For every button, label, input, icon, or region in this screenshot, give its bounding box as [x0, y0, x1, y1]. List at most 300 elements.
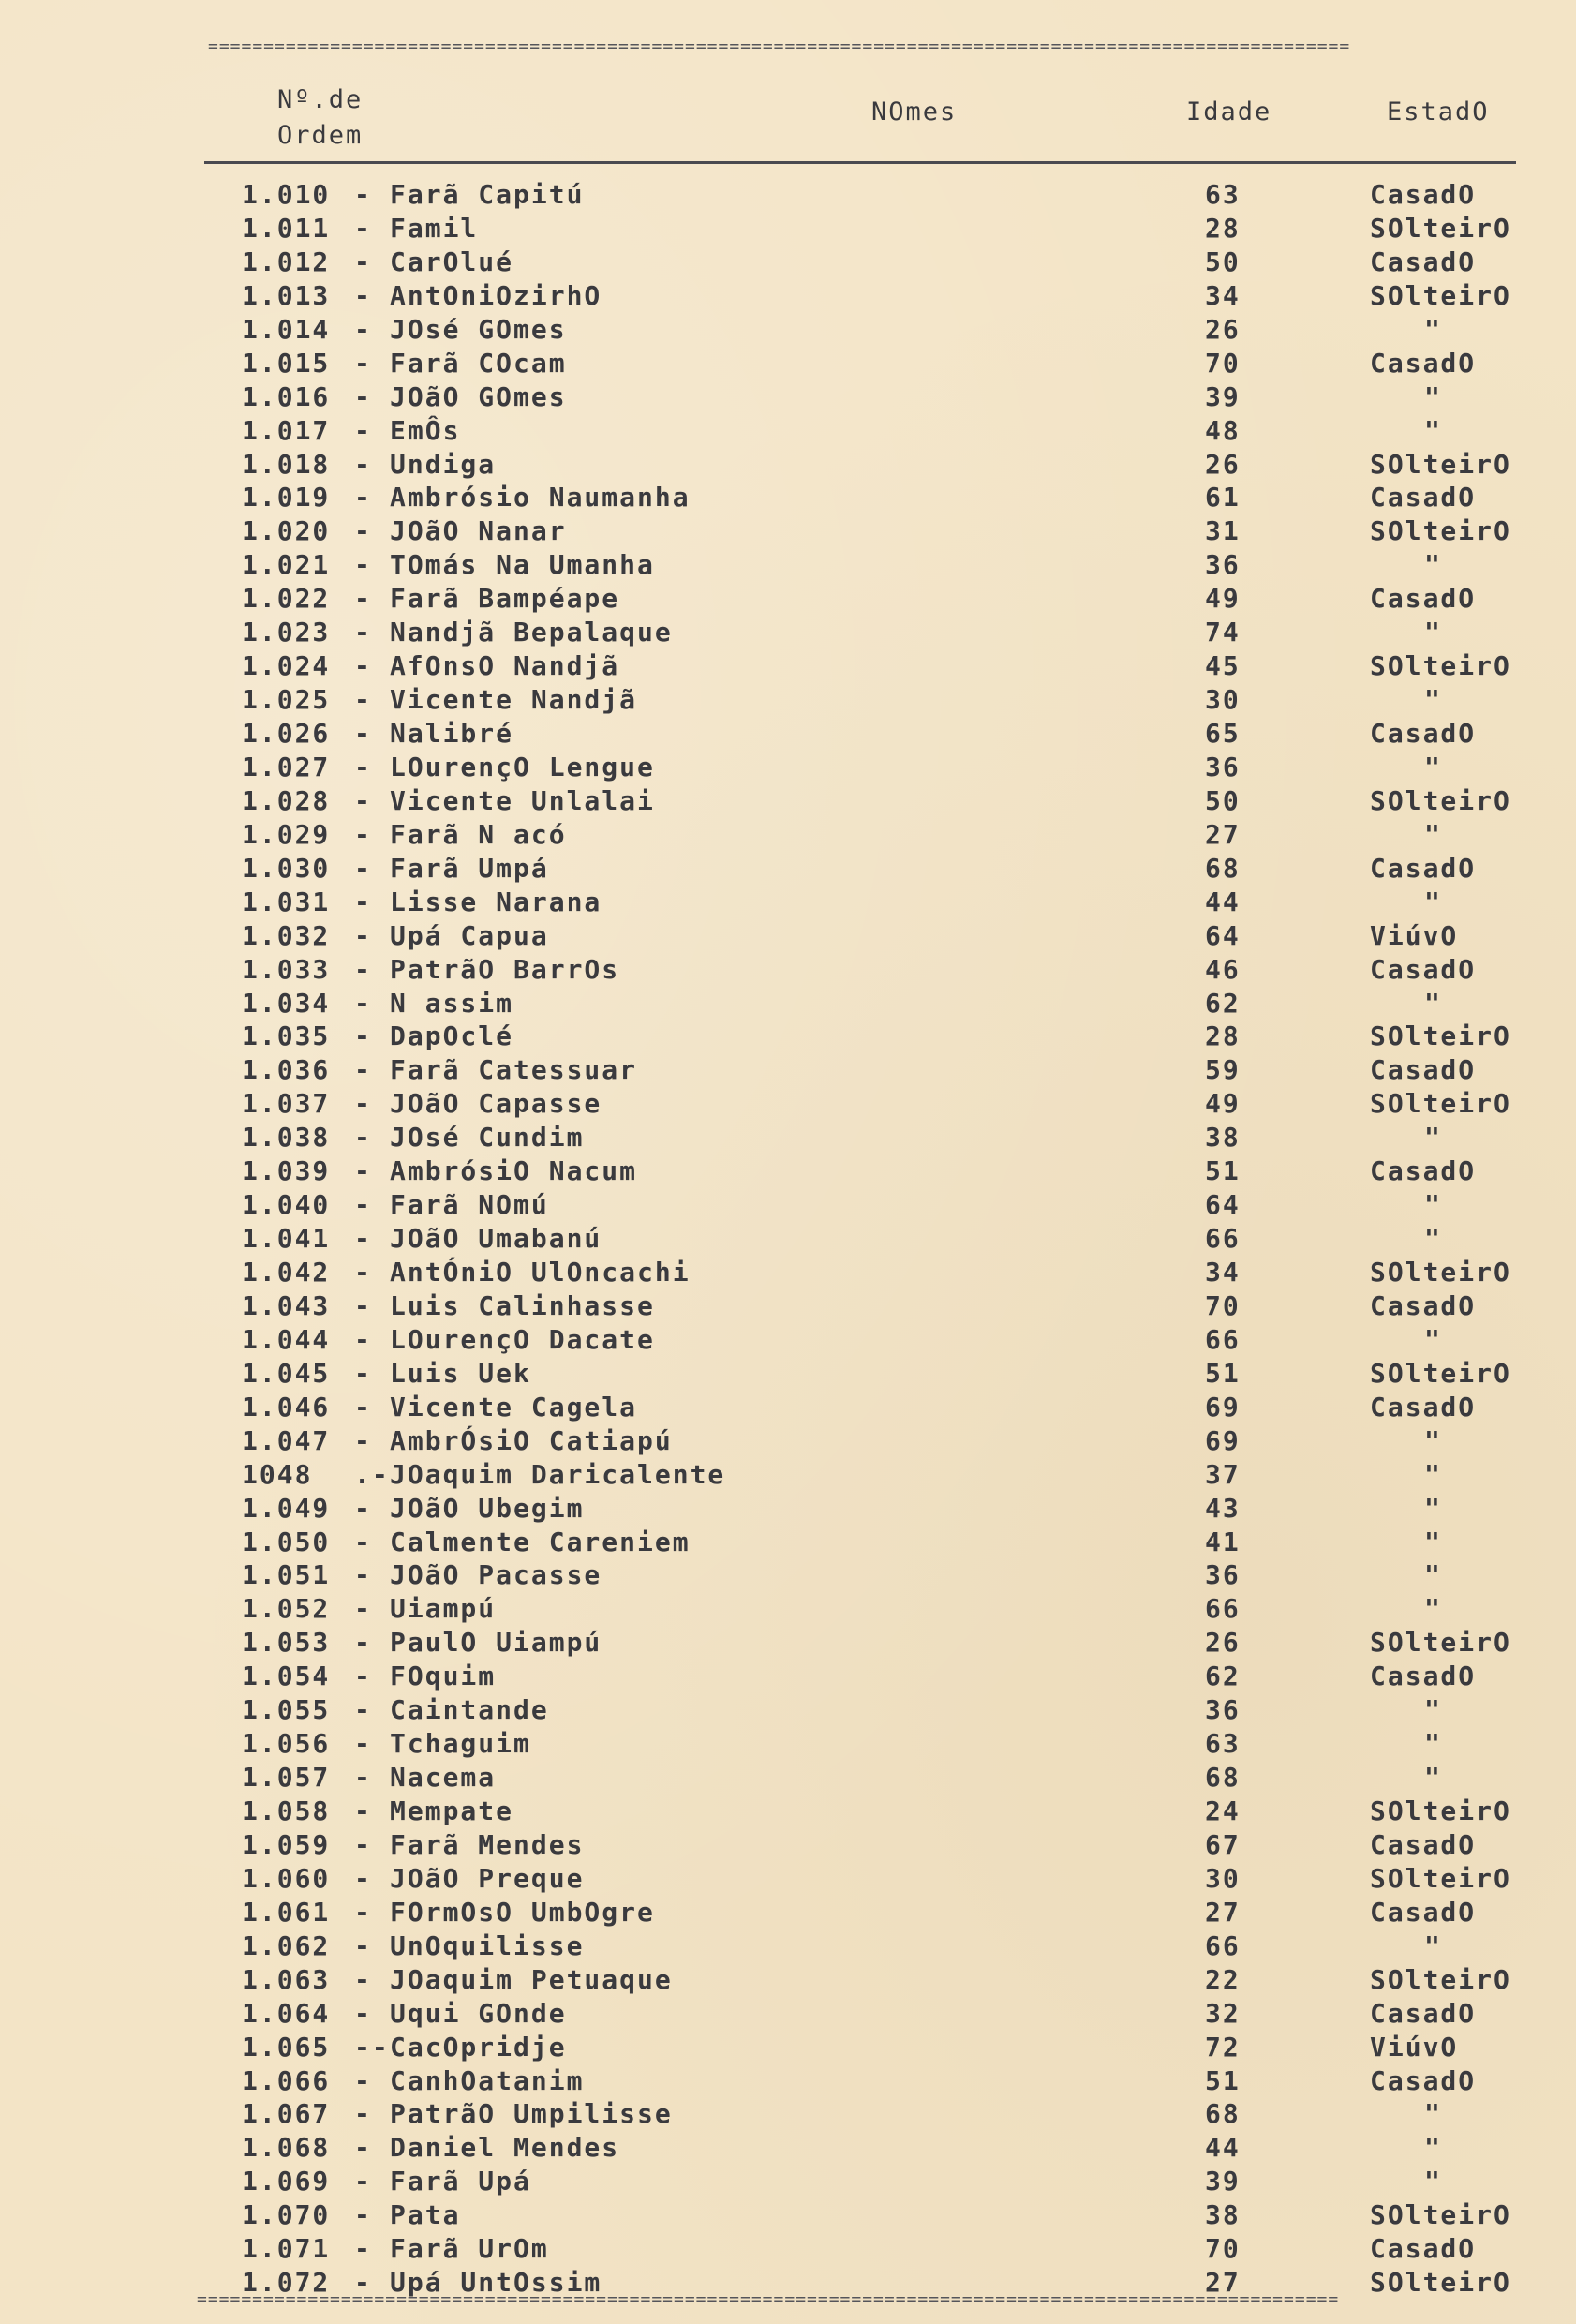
header-estado: EstadO [1387, 97, 1490, 127]
person-age: 66 [1205, 1223, 1241, 1255]
ordem-number: 1.065 [242, 2031, 331, 2063]
person-age: 70 [1205, 347, 1241, 379]
bottom-separator: ======================================================================================================= [197, 2294, 1340, 2305]
marital-status: " [1424, 617, 1442, 648]
ordem-number: 1.025 [242, 684, 331, 716]
person-name: Uiampú [390, 1593, 497, 1625]
person-age: 70 [1205, 2233, 1241, 2265]
person-age: 50 [1205, 784, 1241, 816]
person-age: 30 [1205, 1862, 1241, 1894]
person-name: Farã UrOm [390, 2233, 549, 2265]
marital-status: CasadO [1370, 1289, 1477, 1321]
row-dash: - [354, 852, 372, 884]
table-row [0, 1492, 1576, 1526]
row-dash: - [354, 1997, 372, 2029]
person-age: 30 [1205, 684, 1241, 716]
marital-status: " [1424, 1929, 1442, 1961]
ordem-number: 1.035 [242, 1020, 331, 1052]
marital-status: SOlteirO [1370, 1020, 1511, 1052]
row-dash: - [354, 1694, 372, 1726]
ordem-number: 1.066 [242, 2064, 331, 2096]
ordem-number: 1.062 [242, 1929, 331, 1961]
person-age: 70 [1205, 1289, 1241, 1321]
person-age: 44 [1205, 2132, 1241, 2164]
row-dash: - [354, 1054, 372, 1086]
person-age: 64 [1205, 1189, 1241, 1221]
person-age: 63 [1205, 1728, 1241, 1760]
marital-status: CasadO [1370, 1155, 1477, 1187]
row-dash: - [354, 1357, 372, 1389]
header-ordem [277, 82, 363, 154]
table-row [0, 1256, 1576, 1289]
ordem-number: 1.067 [242, 2098, 331, 2130]
ordem-number: 1.071 [242, 2233, 331, 2265]
row-dash: - [354, 515, 372, 547]
marital-status: " [1424, 751, 1442, 782]
header-nomes: NOmes [871, 97, 958, 127]
row-dash: - [354, 549, 372, 581]
table-body [0, 178, 1576, 2300]
ordem-number: 1.034 [242, 987, 331, 1019]
ordem-number: 1.028 [242, 784, 331, 816]
row-dash: - [354, 2267, 372, 2299]
header-underline [204, 161, 1516, 164]
marital-status: CasadO [1370, 1661, 1477, 1692]
person-age: 26 [1205, 1627, 1241, 1659]
ordem-number: 1.033 [242, 953, 331, 985]
table-row [0, 582, 1576, 616]
table-row [0, 1391, 1576, 1424]
person-age: 41 [1205, 1526, 1241, 1557]
row-dash: - [354, 1896, 372, 1928]
ordem-number: 1.030 [242, 852, 331, 884]
row-dash: - [354, 1593, 372, 1625]
row-dash: - [354, 1559, 372, 1591]
person-age: 44 [1205, 886, 1241, 917]
ordem-number: 1.045 [242, 1357, 331, 1389]
marital-status: " [1424, 1593, 1442, 1625]
person-age: 37 [1205, 1458, 1241, 1490]
person-age: 28 [1205, 212, 1241, 244]
table-row [0, 1526, 1576, 1559]
ordem-number: 1.051 [242, 1559, 331, 1591]
table-row [0, 616, 1576, 649]
table-row [0, 1727, 1576, 1761]
ordem-number: 1.053 [242, 1627, 331, 1659]
ordem-number: 1.038 [242, 1122, 331, 1154]
table-row [0, 1761, 1576, 1795]
row-dash: - [354, 179, 372, 210]
person-name: JOaquim Daricalente [390, 1458, 726, 1490]
person-name: Uqui GOnde [390, 1997, 567, 2029]
row-dash: - [354, 2199, 372, 2231]
person-name: PatrãO BarrOs [390, 953, 620, 985]
row-dash: - [354, 1424, 372, 1456]
person-age: 26 [1205, 313, 1241, 345]
person-name: JOãO GOmes [390, 380, 567, 412]
ordem-number: 1.011 [242, 212, 331, 244]
marital-status: " [1424, 1189, 1442, 1221]
marital-status: SOlteirO [1370, 1257, 1511, 1288]
person-name: Farã Catessuar [390, 1054, 638, 1086]
person-age: 36 [1205, 1559, 1241, 1591]
table-row [0, 751, 1576, 784]
marital-status: CasadO [1370, 1997, 1477, 2029]
ordem-number: 1.068 [242, 2132, 331, 2164]
row-dash: - [354, 212, 372, 244]
marital-status: SOlteirO [1370, 1357, 1511, 1389]
row-dash: - [354, 953, 372, 985]
ordem-number: 1.012 [242, 246, 331, 277]
person-age: 27 [1205, 1896, 1241, 1928]
row-dash: - [354, 2132, 372, 2164]
person-age: 64 [1205, 919, 1241, 951]
marital-status: CasadO [1370, 1828, 1477, 1860]
table-row [0, 784, 1576, 818]
table-row [0, 1693, 1576, 1727]
person-name: Nacema [390, 1762, 497, 1794]
marital-status: CasadO [1370, 179, 1477, 210]
ordem-number: 1.036 [242, 1054, 331, 1086]
person-name: Undiga [390, 448, 497, 480]
table-row [0, 414, 1576, 448]
marital-status: SOlteirO [1370, 448, 1511, 480]
table-row [0, 1087, 1576, 1121]
person-name: EmÔs [390, 414, 461, 446]
person-age: 36 [1205, 549, 1241, 581]
ordem-number: 1.046 [242, 1391, 331, 1423]
marital-status: SOlteirO [1370, 515, 1511, 547]
person-age: 51 [1205, 1357, 1241, 1389]
row-dash: - [354, 1257, 372, 1288]
table-row [0, 313, 1576, 347]
person-age: 66 [1205, 1593, 1241, 1625]
table-row [0, 2232, 1576, 2266]
marital-status: " [1424, 1728, 1442, 1760]
table-row [0, 514, 1576, 548]
row-dash: - [354, 617, 372, 648]
marital-status: " [1424, 1526, 1442, 1557]
person-name: Luis Uek [390, 1357, 531, 1389]
table-row [0, 2097, 1576, 2131]
marital-status: " [1424, 818, 1442, 850]
table-row [0, 886, 1576, 919]
ordem-number: 1.060 [242, 1862, 331, 1894]
marital-status: CasadO [1370, 2064, 1477, 2096]
ordem-number: 1.039 [242, 1155, 331, 1187]
ordem-number: 1.017 [242, 414, 331, 446]
marital-status: " [1424, 549, 1442, 581]
row-dash: - [354, 1929, 372, 1961]
person-name: Ambrósio Naumanha [390, 482, 691, 514]
person-age: 36 [1205, 1694, 1241, 1726]
row-dash: - [354, 482, 372, 514]
person-age: 62 [1205, 1661, 1241, 1692]
table-row [0, 481, 1576, 514]
table-row [0, 347, 1576, 380]
table-row [0, 1828, 1576, 1862]
row-dash: - [354, 987, 372, 1019]
person-age: 65 [1205, 718, 1241, 749]
marital-status: " [1424, 1694, 1442, 1726]
marital-status: SOlteirO [1370, 1627, 1511, 1659]
ordem-number: 1.069 [242, 2166, 331, 2197]
ordem-number: 1.049 [242, 1492, 331, 1524]
marital-status: SOlteirO [1370, 1795, 1511, 1826]
table-row [0, 1289, 1576, 1323]
marital-status: SOlteirO [1370, 1963, 1511, 1995]
person-age: 39 [1205, 2166, 1241, 2197]
ordem-number: 1.064 [242, 1997, 331, 2029]
person-name: Farã NOmú [390, 1189, 549, 1221]
ordem-number: 1.032 [242, 919, 331, 951]
person-name: JOãO Capasse [390, 1088, 602, 1120]
person-name: CanhOatanim [390, 2064, 585, 2096]
marital-status: SOlteirO [1370, 2199, 1511, 2231]
marital-status: " [1424, 414, 1442, 446]
row-dash: - [354, 886, 372, 917]
person-name: N assim [390, 987, 514, 1019]
ordem-number: 1.029 [242, 818, 331, 850]
marital-status: " [1424, 1424, 1442, 1456]
person-name: AntÓniO UlOncachi [390, 1257, 691, 1288]
table-row [0, 1222, 1576, 1256]
ordem-number: 1.014 [242, 313, 331, 345]
table-row [0, 1592, 1576, 1626]
row-dash: - [354, 784, 372, 816]
row-dash: - [354, 2064, 372, 2096]
person-name: Farã Capitú [390, 179, 585, 210]
person-name: Famil [390, 212, 479, 244]
row-dash: - [354, 313, 372, 345]
row-dash: - [354, 1088, 372, 1120]
ordem-number: 1.026 [242, 718, 331, 749]
ordem-number: 1.022 [242, 583, 331, 615]
marital-status: SOlteirO [1370, 2267, 1511, 2299]
table-row [0, 1053, 1576, 1087]
table-row [0, 953, 1576, 987]
person-name: Vicente Cagela [390, 1391, 638, 1423]
ordem-number: 1.059 [242, 1828, 331, 1860]
ordem-number: 1.013 [242, 279, 331, 311]
table-row [0, 987, 1576, 1020]
table-row [0, 2031, 1576, 2064]
ordem-number: 1.061 [242, 1896, 331, 1928]
person-name: JOsé GOmes [390, 313, 567, 345]
person-name: AmbrósiO Nacum [390, 1155, 638, 1187]
marital-status: " [1424, 1559, 1442, 1591]
person-age: 45 [1205, 650, 1241, 682]
header-ordem-line2: Ordem [277, 121, 364, 150]
ordem-number: 1.047 [242, 1424, 331, 1456]
row-dash: - [354, 684, 372, 716]
ordem-number: 1.052 [242, 1593, 331, 1625]
person-age: 50 [1205, 246, 1241, 277]
ordem-number: 1.024 [242, 650, 331, 682]
person-name: JOãO Preque [390, 1862, 585, 1894]
table-row [0, 2198, 1576, 2232]
marital-status: CasadO [1370, 852, 1477, 884]
row-dash: - [354, 1862, 372, 1894]
ordem-number: 1.042 [242, 1257, 331, 1288]
ordem-number: 1.043 [242, 1289, 331, 1321]
person-name: Upá UntOssim [390, 2267, 602, 2299]
row-dash: - [354, 1189, 372, 1221]
table-row [0, 1862, 1576, 1896]
ordem-number: 1.015 [242, 347, 331, 379]
row-dash: - [354, 1963, 372, 1995]
marital-status: SOlteirO [1370, 1088, 1511, 1120]
ordem-number: 1.044 [242, 1323, 331, 1355]
person-name: Calmente Careniem [390, 1526, 691, 1557]
person-age: 69 [1205, 1391, 1241, 1423]
table-row [0, 279, 1576, 313]
table-row [0, 1929, 1576, 1963]
person-name: AmbrÓsiO Catiapú [390, 1424, 673, 1456]
person-name: Upá Capua [390, 919, 549, 951]
ordem-number: 1.057 [242, 1762, 331, 1794]
person-age: 68 [1205, 852, 1241, 884]
row-dash: - [354, 1661, 372, 1692]
person-name: AfOnsO Nandjã [390, 650, 620, 682]
person-name: CacOpridje [390, 2031, 567, 2063]
person-name: Luis Calinhasse [390, 1289, 655, 1321]
person-name: Farã Mendes [390, 1828, 585, 1860]
row-dash: - [354, 1289, 372, 1321]
person-age: 46 [1205, 953, 1241, 985]
person-age: 24 [1205, 1795, 1241, 1826]
ordem-number: 1.021 [242, 549, 331, 581]
person-name: Farã Umpá [390, 852, 549, 884]
person-name: AntOniOzirhO [390, 279, 602, 311]
marital-status: CasadO [1370, 1896, 1477, 1928]
person-name: PatrãO Umpilisse [390, 2098, 673, 2130]
ordem-number: 1.027 [242, 751, 331, 782]
marital-status: CasadO [1370, 1054, 1477, 1086]
person-name: JOãO Umabanú [390, 1223, 602, 1255]
person-name: Mempate [390, 1795, 514, 1826]
person-name: LOurençO Lengue [390, 751, 655, 782]
row-dash: - [354, 1795, 372, 1826]
ordem-number: 1.055 [242, 1694, 331, 1726]
marital-status: " [1424, 380, 1442, 412]
row-dash: - [354, 448, 372, 480]
row-dash: .- [354, 1458, 390, 1490]
marital-status: CasadO [1370, 246, 1477, 277]
person-name: JOãO Nanar [390, 515, 567, 547]
person-age: 66 [1205, 1323, 1241, 1355]
person-age: 34 [1205, 1257, 1241, 1288]
table-row [0, 448, 1576, 482]
row-dash: - [354, 1828, 372, 1860]
person-age: 69 [1205, 1424, 1241, 1456]
marital-status: " [1424, 987, 1442, 1019]
person-age: 51 [1205, 2064, 1241, 2096]
person-age: 49 [1205, 583, 1241, 615]
marital-status: " [1424, 1323, 1442, 1355]
person-age: 68 [1205, 2098, 1241, 2130]
table-row [0, 380, 1576, 414]
table-row [0, 1121, 1576, 1155]
person-name: UnOquilisse [390, 1929, 585, 1961]
table-row [0, 818, 1576, 852]
ordem-number: 1.031 [242, 886, 331, 917]
person-age: 32 [1205, 1997, 1241, 2029]
marital-status: SOlteirO [1370, 650, 1511, 682]
ordem-number: 1.063 [242, 1963, 331, 1995]
ordem-number: 1.041 [242, 1223, 331, 1255]
person-age: 59 [1205, 1054, 1241, 1086]
ordem-number: 1.037 [242, 1088, 331, 1120]
person-age: 66 [1205, 1929, 1241, 1961]
table-row [0, 178, 1576, 212]
row-dash: - [354, 1627, 372, 1659]
person-age: 38 [1205, 1122, 1241, 1154]
row-dash: -- [354, 2031, 390, 2063]
person-name: Vicente Nandjã [390, 684, 638, 716]
marital-status: " [1424, 2098, 1442, 2130]
ordem-number: 1.010 [242, 179, 331, 210]
ordem-number: 1.019 [242, 482, 331, 514]
ordem-number: 1048 [242, 1458, 313, 1490]
row-dash: - [354, 279, 372, 311]
ordem-number: 1.040 [242, 1189, 331, 1221]
person-name: Farã N acó [390, 818, 567, 850]
person-age: 38 [1205, 2199, 1241, 2231]
person-name: CarOlué [390, 246, 514, 277]
person-age: 31 [1205, 515, 1241, 547]
marital-status: CasadO [1370, 482, 1477, 514]
person-name: FOrmOsO UmbOgre [390, 1896, 655, 1928]
person-age: 43 [1205, 1492, 1241, 1524]
table-header [0, 82, 1576, 157]
ordem-number: 1.070 [242, 2199, 331, 2231]
marital-status: CasadO [1370, 583, 1477, 615]
ordem-number: 1.058 [242, 1795, 331, 1826]
person-age: 27 [1205, 818, 1241, 850]
marital-status: CasadO [1370, 347, 1477, 379]
person-name: Nandjã Bepalaque [390, 617, 673, 648]
person-name: PaulO Uiampú [390, 1627, 602, 1659]
person-name: Tchaguim [390, 1728, 531, 1760]
table-row [0, 1357, 1576, 1391]
marital-status: " [1424, 1223, 1442, 1255]
table-row [0, 1558, 1576, 1592]
ordem-number: 1.056 [242, 1728, 331, 1760]
row-dash: - [354, 818, 372, 850]
header-idade: Idade [1186, 97, 1272, 127]
person-age: 74 [1205, 617, 1241, 648]
row-dash: - [354, 246, 372, 277]
person-name: Farã Upá [390, 2166, 531, 2197]
person-name: JOãO Pacasse [390, 1559, 602, 1591]
marital-status: CasadO [1370, 953, 1477, 985]
person-age: 49 [1205, 1088, 1241, 1120]
table-row [0, 1997, 1576, 2031]
row-dash: - [354, 1728, 372, 1760]
row-dash: - [354, 1391, 372, 1423]
table-row [0, 717, 1576, 751]
table-row [0, 2131, 1576, 2165]
person-age: 63 [1205, 179, 1241, 210]
marital-status: " [1424, 886, 1442, 917]
row-dash: - [354, 751, 372, 782]
table-row [0, 1963, 1576, 1997]
marital-status: CasadO [1370, 1391, 1477, 1423]
person-name: Lisse Narana [390, 886, 602, 917]
row-dash: - [354, 650, 372, 682]
row-dash: - [354, 583, 372, 615]
